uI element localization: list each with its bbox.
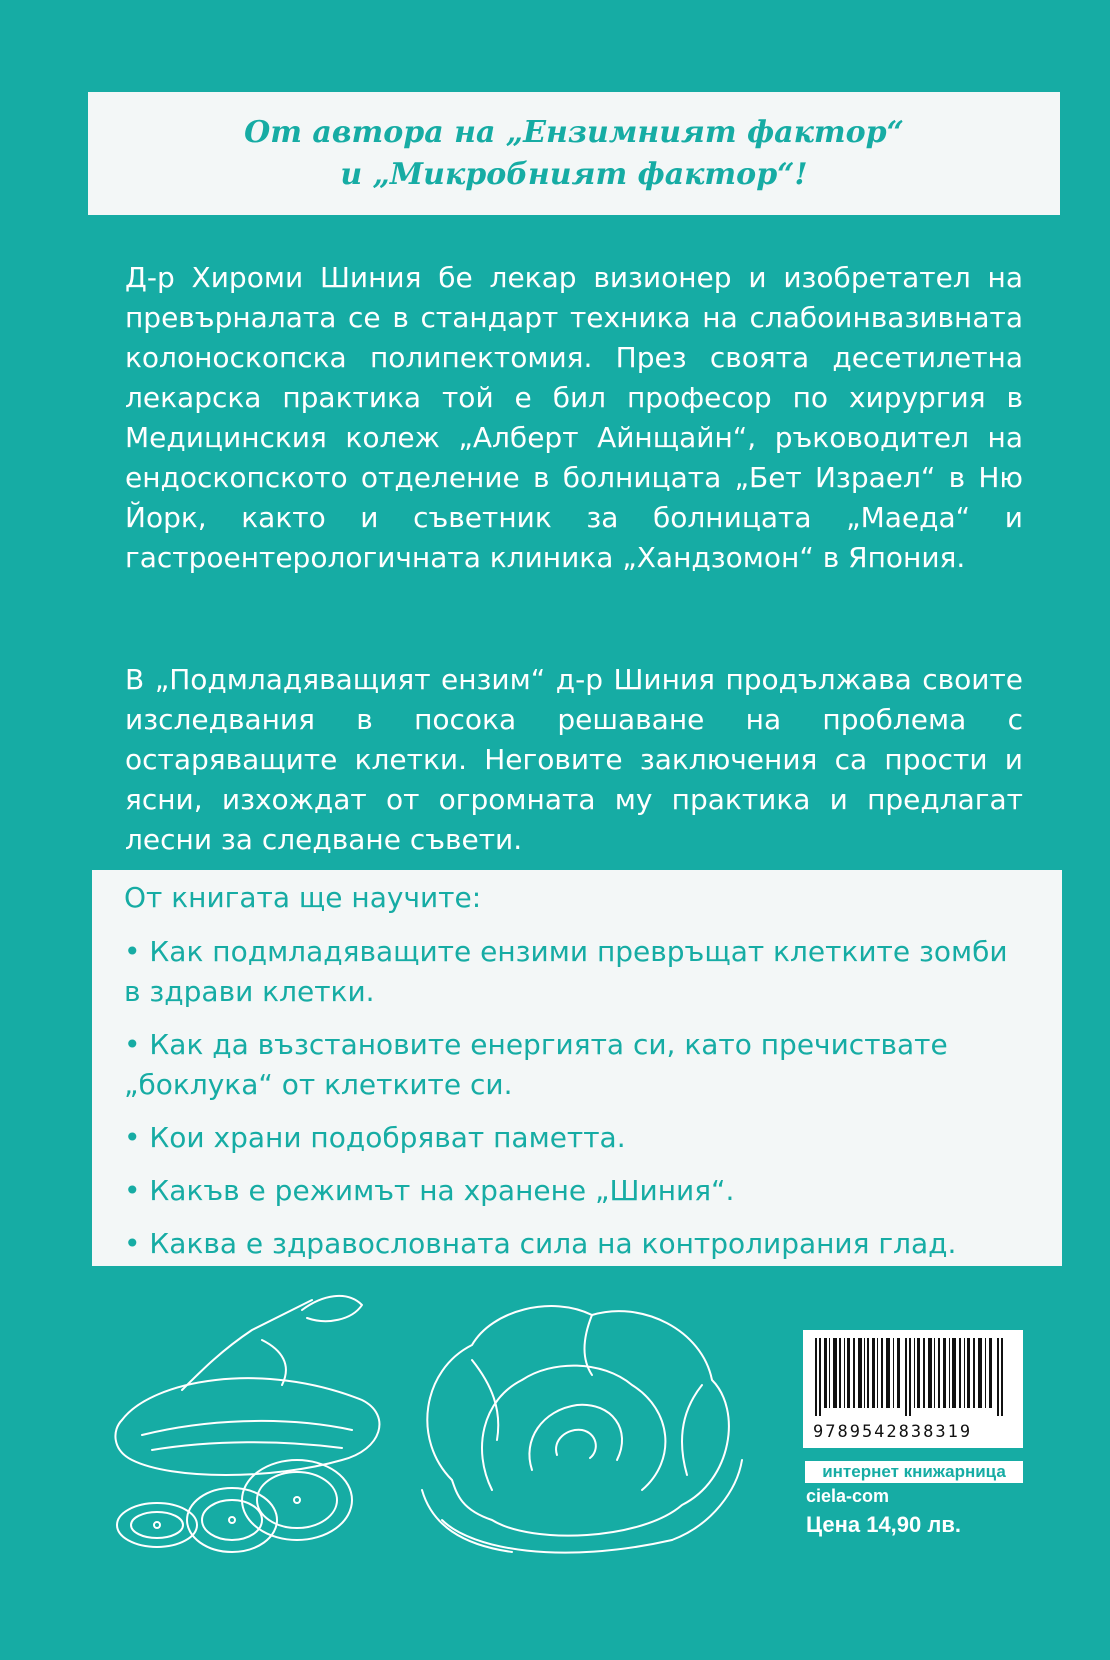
banner-line-1: От автора на „Ензимният фактор“ — [244, 114, 904, 150]
author-banner — [88, 92, 1060, 215]
barcode — [803, 1330, 1023, 1448]
website-name: ciela-com — [806, 1486, 890, 1506]
banner-line-2: и „Микробният фактор“! — [340, 156, 808, 192]
cucumber-sketch — [115, 1296, 379, 1552]
cabbage-sketch — [422, 1306, 742, 1553]
barcode-bars-icon — [813, 1338, 1013, 1416]
price-label: Цена 14,90 лв. — [806, 1512, 961, 1537]
book-description-paragraph: В „Подмладяващият ензим“ д-р Шиния продължава своите изследвания в посока решаване на проблема с остаряващите клетки. Неговите заключения са прости и ясни, изхождат от огромната му практика и предлагат лесни за следване съвети. — [125, 663, 1023, 856]
learn-item: • Каква е здравословната сила на контролирания глад. — [124, 1227, 957, 1260]
isbn-number: 9789542838319 — [813, 1422, 973, 1442]
online-bookstore-label: интернет книжарница — [805, 1461, 1023, 1483]
learn-item: • Какъв е режимът на хранене „Шиния“. — [124, 1174, 735, 1207]
learn-item: • Как подмладяващите ензими превръщат клетките зомби в здрави клетки. — [124, 935, 1008, 1008]
learn-panel — [92, 870, 1062, 1266]
vegetable-illustration — [112, 1290, 752, 1570]
learn-title: От книгата ще научите: — [124, 881, 482, 914]
author-bio-paragraph: Д-р Хироми Шиния бе лекар визионер и изобретател на превърналата се в стандарт техника на слабоинвазивната колоноскопска полипектомия. През своята десетилетна лекарска практика той е бил професор по хирургия в Медицинския колеж „Алберт Айнщайн“, ръководител на ендоскопското отделение в болницата „Бет Израел“ в Ню Йорк, както и съветник за болницата „Маеда“ и гастроентерологичната клиника „Хандзомон“ в Япония. — [125, 261, 1023, 574]
learn-item: • Кои храни подобряват паметта. — [124, 1121, 626, 1154]
learn-item: • Как да възстановите енергията си, като пречиствате „боклука“ от клетките си. — [124, 1028, 948, 1101]
